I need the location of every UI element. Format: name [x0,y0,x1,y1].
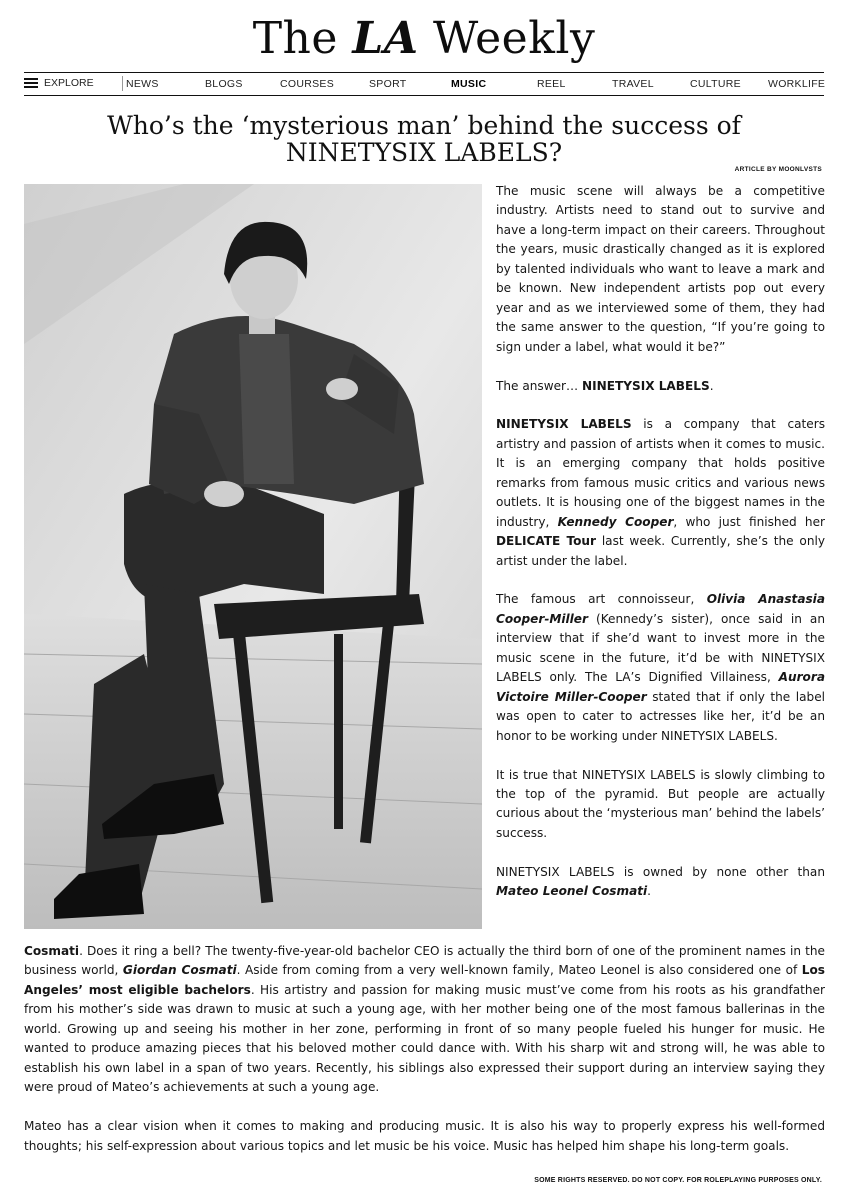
paragraph-cosmati [24,942,825,1098]
nav-item-blogs[interactable]: BLOGS [205,78,243,90]
nav-item-news[interactable]: NEWS [126,78,159,90]
paragraph-company [496,415,825,571]
paragraph-pyramid: It is true that NINETYSIX LABELS is slowly climbing to the top of the pyramid. But people are actually curious about the ‘mysterious man’ behind the labels’ success. [496,767,825,840]
p2-end: . [709,378,714,393]
hamburger-menu-icon [24,78,38,88]
p4-text-1: The famous art connoisseur, [496,592,707,607]
p7-name: Giordan Cosmati [122,963,237,978]
nav-item-courses[interactable]: COURSES [280,78,335,90]
nav-item-worklife[interactable]: WORKLIFE [768,78,826,90]
p6-name: Mateo Leonel Cosmati [496,884,648,899]
nav-item-travel[interactable]: TRAVEL [612,78,654,90]
p3-text-3: last week. Currently, she’s the only artist under the label. [496,534,825,568]
p3-tour: DELICATE Tour [496,534,597,549]
nav-item-culture[interactable]: CULTURE [690,78,741,90]
nav-divider [122,76,123,91]
masthead-la: LA [352,13,419,64]
p3-bold-label: NINETYSIX LABELS [496,417,632,432]
p3-text-2: , who just finished her [673,514,826,529]
article-full-width [24,942,825,1175]
headline-line-1: Who’s the ‘mysterious man’ behind the success of [107,111,741,140]
p2-bold: NINETYSIX LABELS [581,378,710,393]
explore-label: EXPLORE [44,77,94,89]
p7-bold-name: Cosmati [24,944,80,958]
nav-item-reel[interactable]: REEL [537,78,566,90]
p7-text-2: . Aside from coming from a very well-known family, Mateo Leonel is also considered one of [236,963,802,978]
article-photo [24,184,482,929]
article-headline [30,112,818,166]
p2-text: The answer… [496,378,582,393]
article-byline: ARTICLE BY MOONLVSTS [734,166,822,173]
masthead-weekly: Weekly [433,13,596,64]
paragraph-owner [496,863,825,902]
masthead [0,10,848,68]
p3-text-1: is a company that caters artistry and passion of artists when it comes to music. It is an emerging company that holds positive remarks from famous music critics and various news outlets. It is housing one of the biggest names in the industry, [496,417,826,529]
p6-text: NINETYSIX LABELS is owned by none other than [496,864,825,879]
masthead-the: The [252,13,338,64]
photo-illustration [24,184,482,929]
p7-bold-phrase: Los Angeles’ most eligible bachelors [24,963,826,997]
footer-notice: SOME RIGHTS RESERVED. DO NOT COPY. FOR ROLEPLAYING PURPOSES ONLY. [534,1177,822,1184]
nav-item-sport[interactable]: SPORT [369,78,407,90]
paragraph-answer [496,377,825,396]
p4-text-2: (Kennedy’s sister), once said in an interview that if she’d want to invest more in the music scene in the future, it’d be with NINETYSIX LABELS only. The LA’s Dignified Villainess, [496,611,825,685]
p4-name-2: Aurora Victoire Miller-Cooper [496,670,825,704]
p7-text-1: . Does it ring a bell? The twenty-five-year-old bachelor CEO is actually the third born of one of the prominent names in the business world, [24,944,825,978]
article-column-right [496,182,825,921]
p4-text-3: stated that if only the label was open to cater to actresses like her, it’d be an honor to be working under NINETYSIX LABELS. [496,689,826,743]
p6-end: . [647,884,652,899]
nav-item-music[interactable]: MUSIC [451,78,487,90]
headline-line-2: NINETYSIX LABELS? [285,138,563,167]
nav-bar [24,72,824,96]
paragraph-intro: The music scene will always be a competitive industry. Artists need to stand out to survive and have a long-term impact on their careers. Throughout the years, music drastically changed as it is explored by talented individuals who want to leave a mark and be known. New independent artists pop out every year and as we interviewed some of them, they had the same answer to the question, “If you’re going to sign under a label, what would it be?” [496,184,825,354]
p7-text-3: . His artistry and passion for making music must’ve come from his roots as his grandfather from his mother’s side was drawn to music at such a young age, with her mother being one of the most famous ballerinas in the world. Growing up and seeing his mother in her zone, performing in front of so many people fueled his hunger for music. He wanted to produce amazing pieces that his beloved mother could dance with. With his sharp wit and strong will, he was able to establish his own label in a span of two years. Recently, his siblings also expressed their support during an interview saying they were proud of Mateo’s achievements at such a young age. [24,982,825,1095]
explore-menu[interactable] [24,77,94,89]
paragraph-connoisseur [496,590,825,746]
p4-name-1: Olivia Anastasia Cooper-Miller [496,592,825,626]
paragraph-vision: Mateo has a clear vision when it comes to making and producing music. It is also his way to properly express his well-formed thoughts; his self-expression about various topics and let music be his voice. Music has helped him shape his long-term goals. [24,1119,825,1153]
p3-name: Kennedy Cooper [557,514,674,529]
